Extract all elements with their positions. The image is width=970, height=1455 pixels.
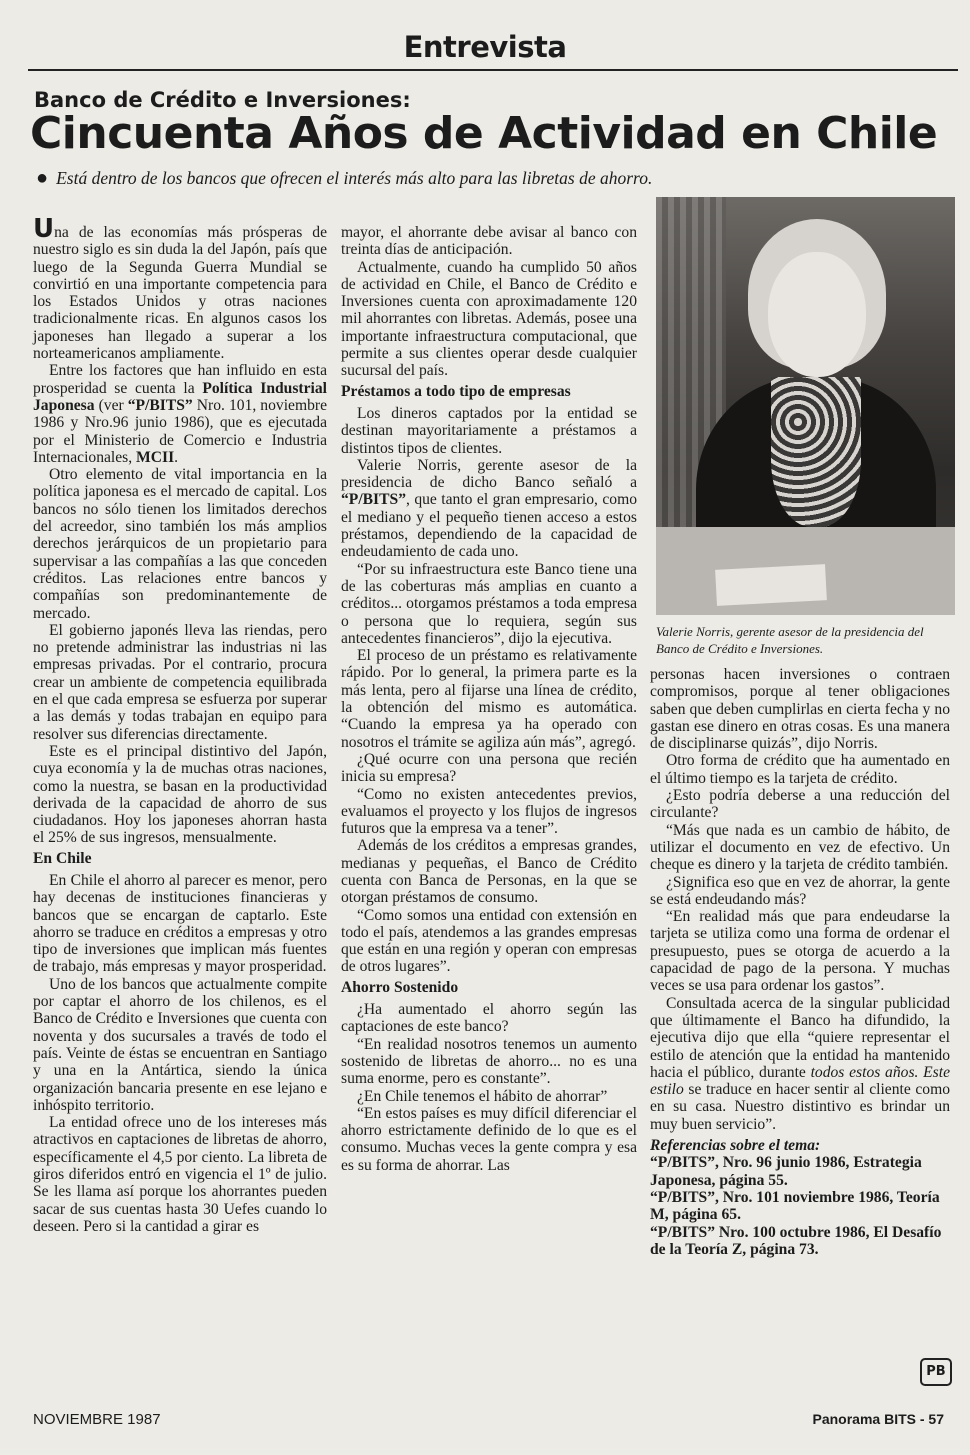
paragraph: ¿Significa eso que en vez de ahorrar, la gente se está endeudando más?: [650, 873, 950, 908]
header-rule: [28, 69, 958, 71]
references-heading: Referencias sobre el tema:: [650, 1137, 821, 1155]
paragraph: “En realidad nosotros tenemos un aumento sostenido de libretas de ahorro... no es una suma enorme, pero es constante”.: [341, 1035, 637, 1088]
paragraph: El proceso de un préstamo es relativamente rápido. Por lo general, la primera parte es la más lenta, pero al fijarse una línea de crédito, la obtención del mismo es automática. “Cuando la empresa ya ha operado con nosotros el trámite se agiliza aún más”, agregó.: [341, 647, 637, 751]
lead-text: Está dentro de los bancos que ofrecen el interés más alto para las libretas de ahorro.: [56, 168, 653, 188]
column-1: [33, 214, 328, 1235]
paragraph: “En realidad más que para endeudarse la tarjeta se utiliza como una forma de ordenar el presupuesto, pues se otorga de acuerdo a la capacidad de pago de la persona. Y muchas veces se usa para ordenar los gastos”.: [650, 908, 950, 995]
subheading-en-chile: En Chile: [33, 849, 92, 867]
paragraph: “En estos países es muy difícil diferenciar el ahorro estrictamente definido de lo que es el consumo. Muchas veces la gente compra y esa es su forma de ahorrar. Las: [341, 1104, 637, 1174]
article-kicker: Banco de Crédito e Inversiones:: [34, 88, 411, 112]
paragraph: “Más que nada es un cambio de hábito, de utilizar el documento en vez de efectivo. Un cheque es dinero y la tarjeta de crédito también.: [650, 821, 950, 874]
paragraph: Una de las economías más prósperas de nuestro siglo es sin duda la del Japón, país que luego de la Segunda Guerra Mundial se convirtió en una importante competencia para los Estados Unidos y otras naciones tradicionalmente ricas. En algunos casos los japoneses han llegado a superar a los norteamericanos ampliamente.: [33, 214, 327, 363]
paragraph: Los dineros captados por la entidad se destinan mayoritariamente a préstamos a distintos tipos de clientes.: [341, 404, 637, 457]
photo-caption: Valerie Norris, gerente asesor de la presidencia del Banco de Crédito e Inversiones.: [656, 624, 924, 656]
section-heading: Entrevista: [403, 30, 567, 64]
reference-item: “P/BITS”, Nro. 96 junio 1986, Estrategia Japonesa, página 55.: [650, 1154, 922, 1189]
scarf-shape: [771, 377, 861, 527]
paragraph: Otro forma de crédito que ha aumentado en el último tiempo es la tarjeta de crédito.: [650, 752, 950, 787]
paragraph: ¿Qué ocurre con una persona que recién inicia su empresa?: [341, 750, 637, 786]
paragraph: personas hacen inversiones o contraen compromisos, porque al tener obligaciones saben que deben cumplirlas en cierta fecha y no gastan ese dinero en otras cosas. Es una manera de disciplinarse quizás”, dijo Norris.: [650, 666, 950, 753]
paragraph: “Como no existen antecedentes previos, evaluamos el proyecto y los flujos de ingresos futuros que la empresa va a tener”.: [341, 785, 637, 838]
paragraph: Entre los factores que han influido en esta prosperidad se cuenta la Política Industrial Japonesa (ver “P/BITS” Nro. 101, noviembre 1986 y Nro.96 junio 1986), que es ejecutada por el Ministerio de Comercio e Industria Internacionales, MCII.: [33, 362, 328, 466]
reference-item: “P/BITS”, Nro. 101 noviembre 1986, Teoría M, página 65.: [650, 1188, 940, 1224]
subheading-prestamos: Préstamos a todo tipo de empresas: [341, 382, 571, 400]
bullet-icon: ●: [36, 167, 49, 189]
paragraph: La entidad ofrece uno de los intereses más atractivos en captaciones de libretas de ahorro, específicamente el 4,5 por ciento. La libreta de giros diferidos entró en vigencia el 1º de julio. Se les llama así porque los ahorrantes pueden sacar de sus cuentas hasta 30 Uefes cuando lo deseen. Pero si la cantidad a girar es: [33, 1114, 327, 1235]
subheading-ahorro-sostenido: Ahorro Sostenido: [341, 978, 459, 996]
column-3: [650, 666, 950, 1258]
pb-logo-badge: PB: [920, 1358, 952, 1386]
portrait-photo: [656, 197, 955, 615]
paragraph: “Como somos una entidad con extensión en todo el país, atendemos a las grandes empresas que están en una región y operan con empresas de otros lugares”.: [341, 906, 637, 976]
article-lead: [36, 167, 652, 190]
paragraph: Actualmente, cuando ha cumplido 50 años de actividad en Chile, el Banco de Crédito e Inversiones cuenta con aproximadamente 120 mil ahorrantes con libretas. Además, posee una importante infraestructura computacional, que permite a sus clientes operar desde cualquier sucursal del país.: [341, 258, 637, 380]
paper-shape: [715, 564, 827, 606]
paragraph: ¿En Chile tenemos el hábito de ahorrar”: [357, 1087, 608, 1105]
face-shape: [768, 252, 866, 377]
paragraph: Valerie Norris, gerente asesor de la presidencia de dicho Banco señaló a “P/BITS”, que tanto el gran empresario, como el mediano y el pequeño tienen acceso a estos préstamos, dependiendo de la capacidad de endeudamiento de cada uno.: [341, 456, 637, 561]
paragraph: mayor, el ahorrante debe avisar al banco con treinta días de anticipación.: [341, 224, 637, 259]
paragraph: ¿Ha aumentado el ahorro según las captaciones de este banco?: [341, 1001, 637, 1036]
paragraph: Este es el principal distintivo del Japón, cuya economía y la de muchas otras naciones, como la nuestra, se basan en la productividad derivada de la capacidad de ahorro de sus ciudadanos. Hoy los japoneses ahorran hasta el 25% de sus ingresos, mensualmente.: [33, 742, 327, 847]
paragraph: ¿Esto podría deberse a una reducción del circulante?: [650, 787, 950, 822]
article-title: Cincuenta Años de Actividad en Chile: [30, 108, 938, 159]
paragraph: Además de los créditos a empresas grandes, medianas y pequeñas, el Banco de Crédito cuenta con Banca de Personas, en la que se otorgan préstamos de consumo.: [341, 837, 637, 907]
paragraph: Otro elemento de vital importancia en la política japonesa es el mercado de capital. Los bancos no sólo tienen los limitados derechos del acreedor, sino también los más amplios derechos jerárquicos de un propietario para supervisar a las compañías a las que conceden créditos. Las relaciones entre bancos y compañías son predominantemente de mercado.: [33, 466, 327, 622]
paragraph: “Por su infraestructura este Banco tiene una de las coberturas más amplias en cuanto a créditos... otorgamos préstamos a toda empresa o persona que lo requiera, según sus antecedentes financieros”, dijo la ejecutiva.: [341, 560, 637, 647]
footer-page-number: Panorama BITS - 57: [812, 1411, 944, 1427]
drop-cap: U: [33, 214, 55, 244]
column-2: [341, 224, 637, 1174]
footer-date: NOVIEMBRE 1987: [33, 1411, 161, 1428]
paragraph: Consultada acerca de la singular publicidad que últimamente el Banco ha difundido, la ejecutiva dijo que ella “quiere representar el estilo de atención que la entidad ha mantenido hacia el público, durante todos estos años. Este estilo se traduce en hacer sentir al cliente como en su casa. Nuestro distintivo es brindar un muy buen servicio”.: [650, 994, 951, 1133]
paragraph: Uno de los bancos que actualmente compite por captar el ahorro de los chilenos, es el Banco de Crédito e Inversiones que cuenta con noventa y dos sucursales a través de todo el país. Veinte de éstas se encuentran en Santiago y una en la Antártica, siendo la única organización bancaria presente en ese lejano e inhóspito territorio.: [33, 975, 327, 1114]
paragraph: El gobierno japonés lleva las riendas, pero no pretende administrar las industrias ni las empresas privadas. Por el contrario, procura crear un ambiente de competencia equilibrada en el que cada empresa se esfuerza por superar a las demás y todas trabajan en equipo para resolver sus diferencias directamente.: [33, 621, 327, 743]
reference-item: “P/BITS” Nro. 100 octubre 1986, El Desafío de la Teoría Z, página 73.: [650, 1223, 942, 1258]
paragraph: En Chile el ahorro al parecer es menor, pero hay decenas de instituciones financieras y bancos que se encargan de captarlo. Este ahorro se traduce en créditos a empresas y otro tipo de inversiones que implican más fuentes de trabajo, más empresas y mayor prosperidad.: [33, 871, 327, 976]
